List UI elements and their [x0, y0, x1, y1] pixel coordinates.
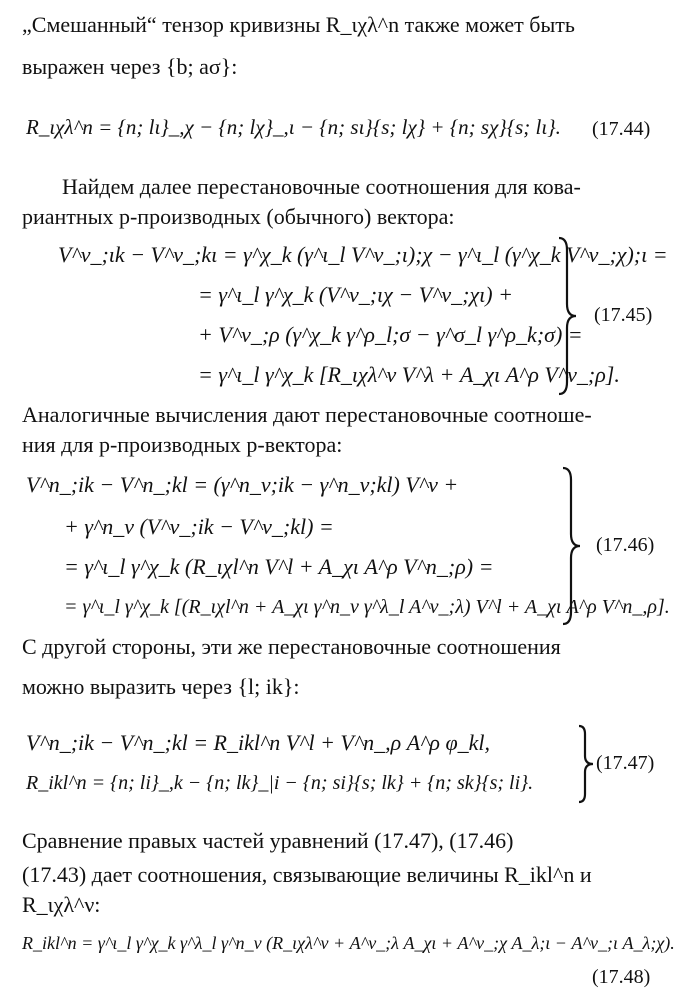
paragraph-2-line-2: риантных p-производных (обычного) вектора: — [22, 204, 455, 229]
equation-17-45-line-1: V^ν_;ιk − V^ν_;kι = γ^χ_k (γ^ι_l V^ν_;ι);χ − γ^ι_l (γ^χ_k V^ν_;χ);ι = — [58, 242, 668, 267]
equation-17-44: R_ιχλ^n = {n; lι}_,χ − {n; lχ}_,ι − {n; sι}{s; lχ} + {n; sχ}{s; lι}. — [26, 115, 561, 139]
equation-number-17-46: (17.46) — [596, 534, 655, 556]
right-brace-17-46 — [560, 466, 584, 626]
equation-17-46-line-4: = γ^ι_l γ^χ_k [(R_ιχl^n + A_χι γ^n_ν γ^λ_l A^ν_;λ) V^l + A_χι A^ρ V^n_,ρ]. — [64, 596, 670, 618]
equation-number-17-45: (17.45) — [594, 304, 653, 326]
paragraph-5-line-1: Сравнение правых частей уравнений (17.47), (17.46) — [22, 828, 514, 853]
equation-17-46-line-1: V^n_;ik − V^n_;kl = (γ^n_ν;ik − γ^n_ν;kl) V^ν + — [26, 472, 459, 497]
right-brace-17-45 — [556, 236, 580, 396]
paragraph-1-line-1: „Смешанный“ тензор кривизны R_ιχλ^n также может быть — [22, 12, 575, 37]
paragraph-5-line-2: (17.43) дает соотношения, связывающие величины R_ikl^n и — [22, 862, 592, 887]
equation-17-45-line-4: = γ^ι_l γ^χ_k [R_ιχλ^ν V^λ + A_χι A^ρ V^ν_;ρ]. — [198, 362, 620, 387]
equation-17-45-line-3: + V^ν_;ρ (γ^χ_k γ^ρ_l;σ − γ^σ_l γ^ρ_k;σ) = — [198, 322, 583, 347]
equation-17-47-line-2: R_ikl^n = {n; li}_,k − {n; lk}_|i − {n; si}{s; lk} + {n; sk}{s; li}. — [26, 772, 534, 794]
paragraph-2-line-1: Найдем далее перестановочные соотношения для кова- — [62, 174, 581, 199]
equation-17-46-line-2: + γ^n_ν (V^ν_;ik − V^ν_;kl) = — [64, 514, 334, 539]
equation-number-17-48: (17.48) — [592, 966, 651, 988]
equation-number-17-47: (17.47) — [596, 752, 655, 774]
equation-17-45-line-2: = γ^ι_l γ^χ_k (V^ν_;ιχ − V^ν_;χι) + — [198, 282, 513, 307]
paragraph-4-line-2: можно выразить через {l; ik}: — [22, 674, 300, 699]
paragraph-1-line-2: выражен через {b; aσ}: — [22, 54, 238, 79]
paragraph-3-line-1: Аналогичные вычисления дают перестановочные соотноше- — [22, 402, 592, 427]
equation-17-47-line-1: V^n_;ik − V^n_;kl = R_ikl^n V^l + V^n_,ρ A^ρ φ_kl, — [26, 730, 491, 755]
equation-17-46-line-3: = γ^ι_l γ^χ_k (R_ιχl^n V^l + A_χι A^ρ V^n_;ρ) = — [64, 554, 494, 579]
right-brace-17-47 — [576, 724, 596, 804]
paragraph-5-line-3: R_ιχλ^ν: — [22, 892, 101, 917]
equation-17-48: R_ikl^n = γ^ι_l γ^χ_k γ^λ_l γ^n_ν (R_ιχλ^ν + A^ν_;λ A_χι + A^ν_;χ A_λ;ι − A^ν_;ι A_λ;χ). — [22, 933, 675, 953]
paragraph-4-line-1: С другой стороны, эти же перестановочные соотношения — [22, 634, 561, 659]
equation-number-17-44: (17.44) — [592, 118, 651, 140]
paragraph-3-line-2: ния для p-производных p-вектора: — [22, 432, 343, 457]
